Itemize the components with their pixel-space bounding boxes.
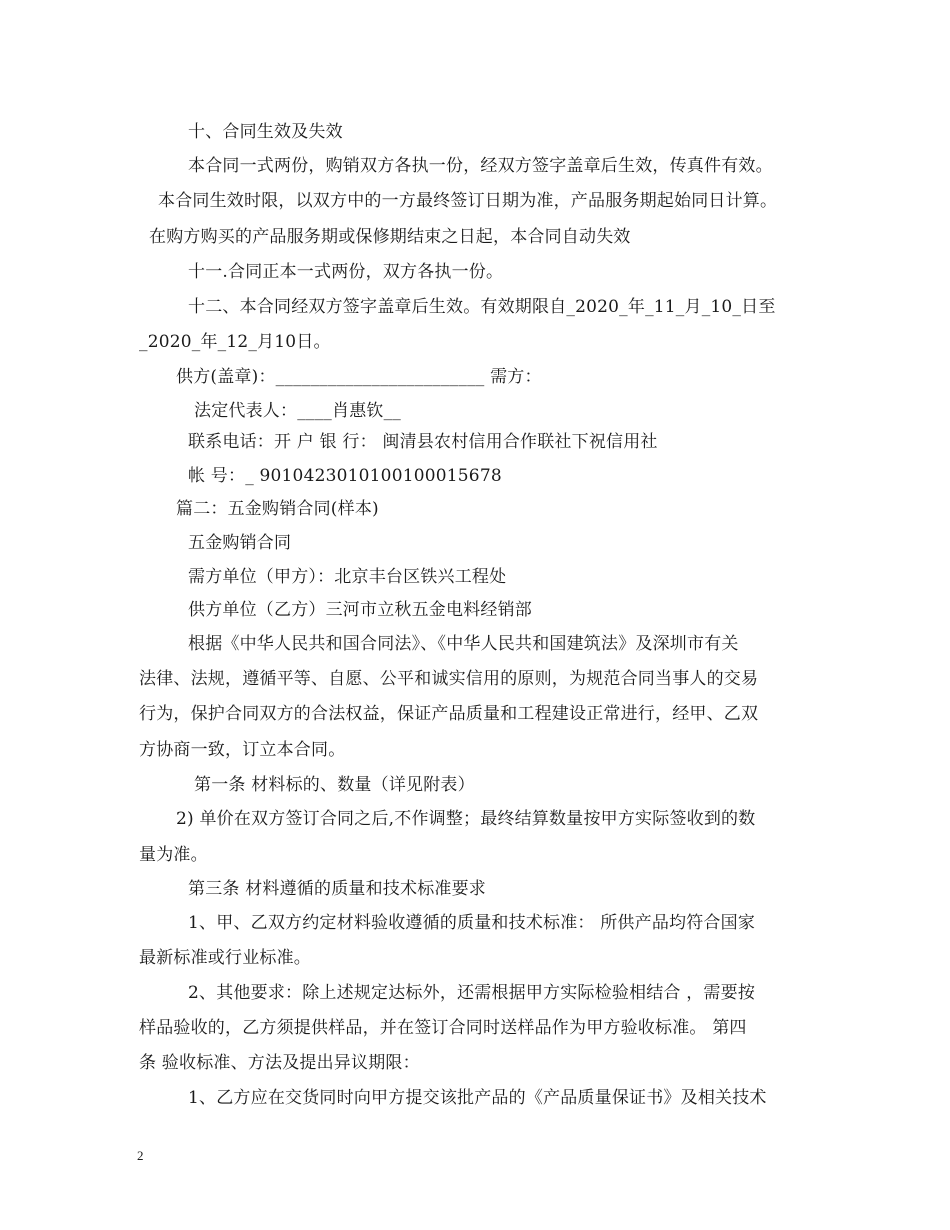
text-line: 样品验收的，乙方须提供样品，并在签订合同时送样品作为甲方验收标准。 第四 [139,1018,747,1038]
text-line: 1、甲、乙双方约定材料验收遵循的质量和技术标准： 所供产品均符合国家 [188,913,756,933]
text-line: 法律、法规，遵循平等、自愿、公平和诚实信用的原则，为规范合同当事人的交易 [139,669,759,689]
text-line: 供方单位（乙方）三河市立秋五金电料经销部 [188,600,532,620]
text-line: 1、乙方应在交货同时向甲方提交该批产品的《产品质量保证书》及相关技术 [188,1088,767,1108]
text-line: 2) 单价在双方签订合同之后,不作调整；最终结算数量按甲方实际签收到的数 [176,809,756,829]
text-line: 需方单位（甲方）：北京丰台区铁兴工程处 [188,567,507,587]
text-line: 第一条 材料标的、数量（详见附表） [194,775,475,795]
text-line: 十、合同生效及失效 [188,122,343,142]
text-line: 根据《中华人民共和国合同法》、《中华人民共和国建筑法》及深圳市有关 [188,634,739,654]
text-line: 本合同一式两份，购销双方各执一份，经双方签字盖章后生效，传真件有效。 [188,156,773,176]
text-line: 行为，保护合同双方的合法权益，保证产品质量和工程建设正常进行，经甲、乙双 [139,704,759,724]
text-line: 十二、本合同经双方签字盖章后生效。有效期限自_2020_年_11_月_10_日至 [188,297,776,317]
text-line: 本合同生效时限，以双方中的一方最终签订日期为准，产品服务期起始同日计算。 [158,191,778,211]
text-line: 2、其他要求：除上述规定达标外，还需根据甲方实际检验相结合 ，需要按 [188,983,756,1003]
text-line: 五金购销合同 [188,533,292,553]
text-line: 方协商一致，订立本合同。 [139,740,346,760]
text-line: 帐 号：_ 9010423010100100015678 [188,466,502,486]
text-line: 量为准。 [139,845,208,865]
text-line: 法定代表人：____肖惠钦__ [194,401,401,421]
text-line: 条 验收标准、方法及提出异议期限： [139,1053,420,1073]
text-line: _2020_年_12_月10日。 [139,332,331,352]
text-line: 十一.合同正本一式两份，双方各执一份。 [188,262,504,282]
text-line: 联系电话：开 户 银 行： 闽清县农村信用合作联社下祝信用社 [188,432,658,452]
text-line: 在购方购买的产品服务期或保修期结束之日起，本合同自动失效 [149,227,631,247]
text-line: 篇二：五金购销合同(样本) [176,499,379,519]
text-line: 最新标准或行业标准。 [139,948,311,968]
text-line: 第三条 材料遵循的质量和技术标准要求 [188,879,487,899]
page-number: 2 [137,1148,144,1163]
text-line: 供方(盖章)：________________________ 需方： [176,367,542,387]
